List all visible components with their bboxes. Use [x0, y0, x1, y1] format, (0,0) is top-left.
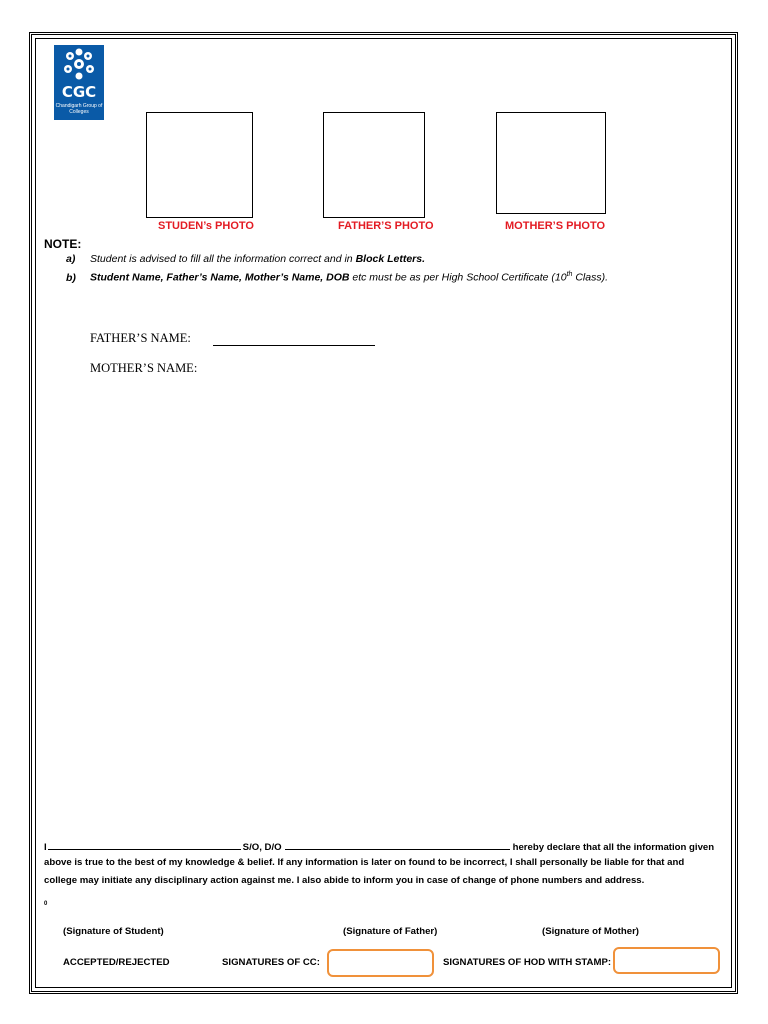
father-photo-box[interactable]: [323, 112, 425, 218]
mother-photo-label: MOTHER’S PHOTO: [505, 220, 606, 232]
stray-mark: 0: [44, 901, 48, 907]
note-item-b: [66, 271, 608, 284]
mother-name-label: MOTHER’S NAME:: [90, 361, 198, 375]
hod-signature-label: SIGNATURES OF HOD WITH STAMP:: [443, 957, 612, 968]
cgc-logo: [54, 45, 104, 120]
note-superscript: th: [566, 271, 573, 278]
student-photo-box[interactable]: [146, 112, 253, 218]
logo-text: CGC: [61, 83, 97, 101]
mother-photo-box[interactable]: [496, 112, 606, 214]
note-item-a: [66, 253, 425, 265]
declaration-name-blank[interactable]: [48, 840, 241, 850]
father-photo-label: FATHER’S PHOTO: [338, 220, 434, 232]
declaration-line-2: above is true to the best of my knowledge & belief. If any information is later on found to be incorrect, I shall personally be liable for that and: [44, 857, 685, 868]
note-bold: Student Name, Father’s Name, Mother’s Name, DOB: [90, 271, 350, 284]
student-photo-label: STUDEN’s PHOTO: [158, 220, 254, 232]
cc-signature-box[interactable]: [327, 949, 434, 977]
note-text-end: Class).: [572, 271, 609, 284]
declaration-parent-blank[interactable]: [285, 840, 510, 850]
declaration-line-3: college may initiate any disciplinary action against me. I also abide to inform you in case of change of phone numbers and address.: [44, 875, 645, 886]
note-marker: a): [66, 253, 76, 265]
father-name-field[interactable]: [213, 333, 375, 346]
accepted-rejected-label: ACCEPTED/REJECTED: [63, 957, 170, 968]
father-name-label: FATHER’S NAME:: [90, 331, 191, 345]
declaration-i: I: [44, 842, 47, 853]
declaration-text-end: hereby declare that all the information given: [512, 842, 715, 853]
signature-father-label: (Signature of Father): [343, 926, 438, 937]
note-marker: b): [66, 271, 76, 284]
declaration-relation: S/O, D/O: [242, 842, 282, 853]
hod-signature-box[interactable]: [613, 947, 720, 974]
note-heading: NOTE:: [44, 237, 82, 251]
note-text: Student is advised to fill all the information correct and in: [90, 253, 356, 265]
signature-student-label: (Signature of Student): [63, 926, 164, 937]
note-bold: Block Letters.: [355, 253, 426, 265]
declaration-line-1: [44, 840, 714, 853]
cc-signature-label: SIGNATURES OF CC:: [222, 957, 320, 968]
logo-subtitle: Chandigarh Group of Colleges: [55, 103, 103, 115]
note-text: etc must be as per High School Certificate (10: [349, 271, 567, 284]
signature-mother-label: (Signature of Mother): [542, 926, 639, 937]
gear-cluster-icon: [54, 45, 104, 85]
